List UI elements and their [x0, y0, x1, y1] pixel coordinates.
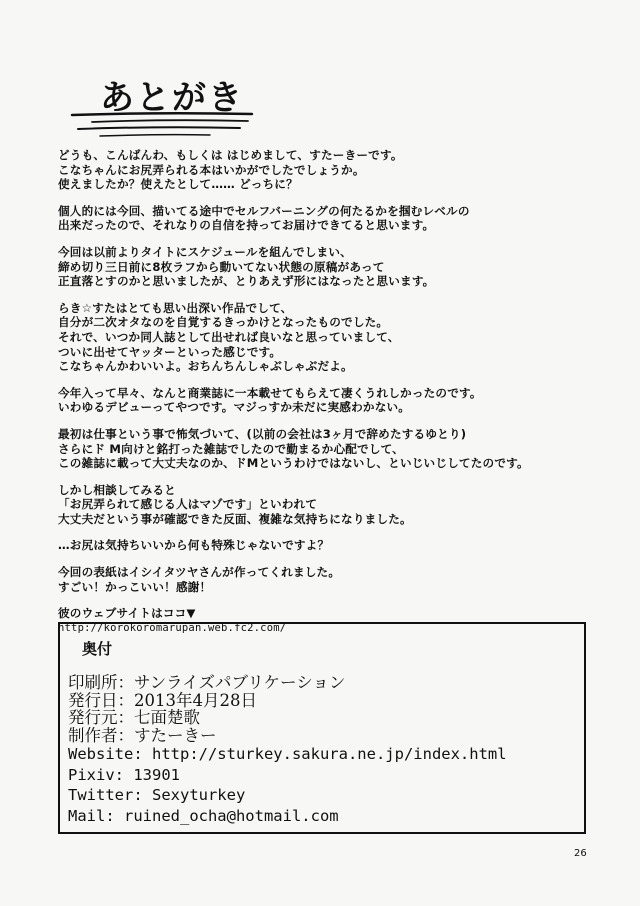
afterword-heading: あとがき: [100, 78, 244, 118]
text-line: 今回の表紙はイシイタツヤさんが作ってくれました。: [58, 565, 341, 580]
text-line: 今年入って早々、なんと商業誌に一本載せてもらえて凄くうれしかったのです。: [58, 385, 482, 400]
paragraph: [58, 565, 598, 594]
paragraph: [58, 301, 598, 374]
text-line: それで、いつか同人誌として出せれば良いなと思っていまして、: [58, 329, 400, 344]
colophon-date: 発行日：2013年4月28日: [68, 690, 257, 710]
text-line: …お尻は気持ちいいから何も特殊じゃないですよ？: [58, 538, 330, 553]
text-line: この雑誌に載って大丈夫なのか、ドMというわけではないし、といじいじしてたのです。: [58, 456, 529, 471]
colophon-pixiv: Pixiv: 13901: [68, 765, 180, 784]
text-line: 今回は以前よりタイトにスケジュールを組んでしまい、: [58, 244, 352, 259]
colophon-title: 奥付: [82, 640, 113, 658]
paragraph: [58, 204, 598, 233]
text-line: 出来だったので、それなりの自信を持ってお届けできてると思います。: [58, 218, 435, 233]
text-line: こなちゃんにお尻弄られる本はいかがでしたでしょうか。: [58, 162, 365, 177]
text-line: 「お尻弄られて感じる人はマゾです」といわれて: [58, 497, 318, 512]
website-note: 彼のウェブサイトはココ▼: [58, 606, 196, 621]
text-line: ついに出せてヤッターといった感じです。: [58, 344, 282, 359]
text-line: 大丈夫だという事が確認できた反面、複雑な気持ちになりました。: [58, 511, 412, 526]
text-line: しかし相談してみると: [58, 482, 176, 497]
page-number: 26: [574, 848, 587, 859]
colophon-website: Website: http://sturkey.sakura.ne.jp/index.html: [68, 745, 507, 764]
text-line: さらにド M向けと銘打った雑誌でしたので勤まるか心配でして、: [58, 441, 404, 456]
text-line: らき☆すたはとても思い出深い作品でして、: [58, 300, 293, 315]
text-line: こなちゃんかわいいよ。おちんちんしゃぶしゃぶだよ。: [58, 359, 353, 374]
paragraph: [58, 427, 598, 471]
text-line: すごい！かっこいい！感謝！: [58, 579, 212, 594]
text-line: 正直落とすのかと思いましたが、とりあえず形にはなったと思います。: [58, 274, 435, 289]
colophon-details: [68, 674, 507, 826]
text-line: 最初は仕事という事で怖気づいて、(以前の会社は3ヶ月で辞めたするゆとり): [58, 426, 467, 441]
colophon-author: 制作者：すたーきー: [68, 725, 217, 745]
paragraph: [58, 538, 598, 553]
colophon-publisher: 発行元：七面楚歌: [68, 708, 200, 728]
text-line: 使えましたか？使えたとして…… どっちに？: [58, 177, 298, 192]
colophon-mail: Mail: ruined_ocha@hotmail.com: [68, 806, 339, 825]
text-line: 締め切り三日前に8枚ラフから動いてない状態の原稿があって: [58, 259, 385, 274]
text-line: いわゆるデビューってやつです。マジっすか未だに実感わかない。: [58, 400, 411, 415]
text-line: 自分が二次オタなのを自覚するきっかけとなったものでした。: [58, 315, 389, 330]
colophon-box: [58, 622, 586, 834]
decorative-underline-strokes: [70, 110, 255, 140]
paragraph: [58, 245, 598, 289]
text-line: どうも、こんばんわ、もしくは はじめまして、すたーきーです。: [58, 148, 403, 162]
paragraph: [58, 386, 598, 415]
afterword-body: [58, 148, 598, 647]
colophon-twitter: Twitter: Sexyturkey: [68, 786, 246, 805]
paragraph: [58, 483, 598, 527]
paragraph: [58, 148, 598, 192]
artist-website-url: http://korokoromarupan.web.fc2.com/: [58, 621, 287, 634]
text-line: 個人的には今回、描いてる途中でセルフバーニングの何たるかを掴むレベルの: [58, 203, 470, 218]
colophon-printer: 印刷所：サンライズパブリケーション: [68, 673, 346, 692]
